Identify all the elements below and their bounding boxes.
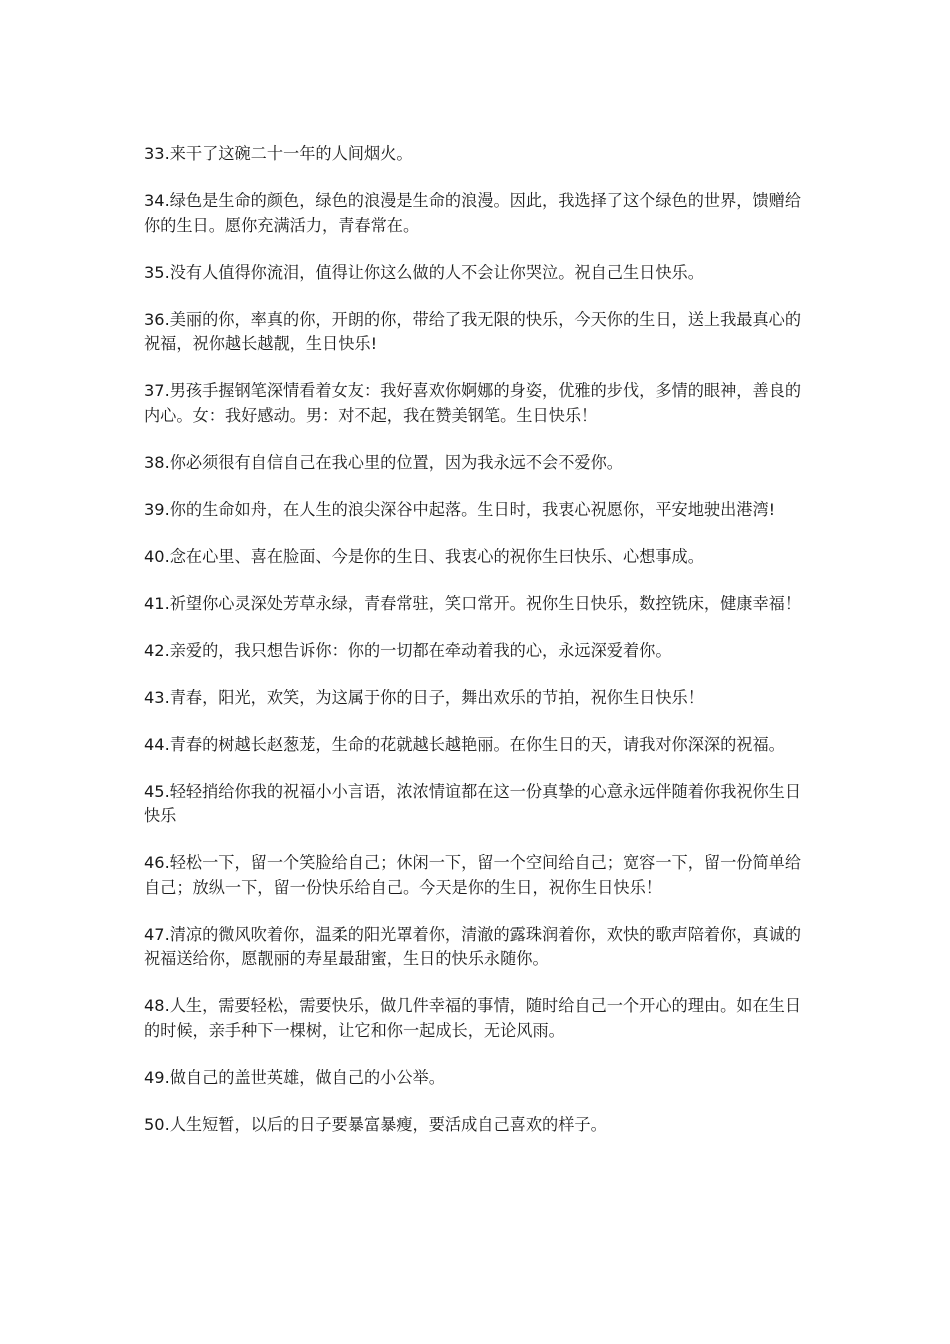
list-item: 42.亲爱的，我只想告诉你：你的一切都在牵动着我的心，永远深爱着你。 [144,640,672,660]
list-item: 43.青春，阳光，欢笑，为这属于你的日子，舞出欢乐的节拍，祝你生日快乐！ [144,687,704,707]
list-item: 45.轻轻捎给你我的祝福小小言语，浓浓情谊都在这一份真挚的心意永远伴随着你我祝你生日快乐 [144,781,802,825]
list-item: 50.人生短暂，以后的日子要暴富暴瘦，要活成自己喜欢的样子。 [144,1114,607,1134]
list-item: 34.绿色是生命的颜色，绿色的浪漫是生命的浪漫。因此，我选择了这个绿色的世界，馈赠给你的生日。愿你充满活力，青春常在。 [144,191,802,235]
list-item: 39.你的生命如舟，在人生的浪尖深谷中起落。生日时，我衷心祝愿你，平安地驶出港湾! [144,499,776,519]
list-item: 48.人生，需要轻松，需要快乐，做几件幸福的事情，随时给自己一个开心的理由。如在生日的时候，亲手种下一棵树，让它和你一起成长，无论风雨。 [144,996,802,1040]
list-item: 46.轻松一下，留一个笑脸给自己；休闲一下，留一个空间给自己；宽容一下，留一份简单给自己；放纵一下，留一份快乐给自己。今天是你的生日，祝你生日快乐！ [144,853,802,897]
list-item: 37.男孩手握钢笔深情看着女友：我好喜欢你婀娜的身姿，优雅的步伐，多情的眼神，善良的内心。女：我好感动。男：对不起，我在赞美钢笔。生日快乐！ [144,381,802,425]
list-item: 40.念在心里、喜在脸面、今是你的生日、我衷心的祝你生曰快乐、心想事成。 [144,546,704,566]
document-body [144,142,816,1160]
list-item: 36.美丽的你，率真的你，开朗的你，带给了我无限的快乐，今天你的生日，送上我最真心的祝福，祝你越长越靓，生日快乐! [144,309,802,353]
list-item: 38.你必须很有自信自己在我心里的位置，因为我永远不会不爱你。 [144,452,623,472]
list-item: 35.没有人值得你流泪，值得让你这么做的人不会让你哭泣。祝自己生日快乐。 [144,262,704,282]
list-item: 41.祈望你心灵深处芳草永绿，青春常驻，笑口常开。祝你生日快乐，数控铣床，健康幸福！ [144,593,802,613]
list-item: 49.做自己的盖世英雄，做自己的小公举。 [144,1067,445,1087]
list-item: 47.清凉的微风吹着你，温柔的阳光罩着你，清澈的露珠润着你，欢快的歌声陪着你，真诚的祝福送给你，愿靓丽的寿星最甜蜜，生日的快乐永随你。 [144,924,802,968]
list-item: 44.青春的树越长赵葱茏，生命的花就越长越艳丽。在你生日的天，请我对你深深的祝福。 [144,734,785,754]
list-item: 33.来干了这碗二十一年的人间烟火。 [144,144,413,163]
